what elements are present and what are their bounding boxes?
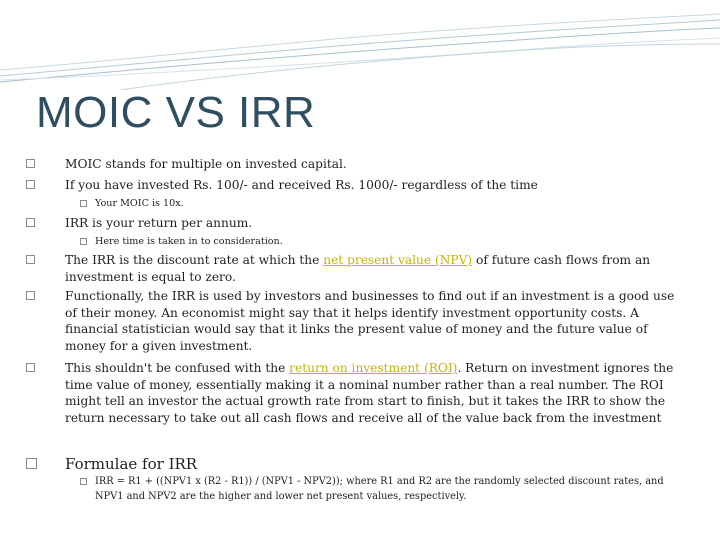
square-bullet-icon: [26, 159, 35, 168]
square-bullet-icon: [26, 180, 35, 189]
bullet-roi: This shouldn't be confused with the return on investment (ROI). Return on investment ignores the time value of money, essentially making it a nominal number rather than a real number. The ROI might tell an investor the actual growth rate from start to finish, but it takes the IRR to show the return necessary to take out all cash flows and receive all of the value back from the investment: [26, 360, 686, 426]
sub-bullet-formula: IRR = R1 + ((NPV1 x (R2 - R1)) / (NPV1 - NPV2)); where R1 and R2 are the randomly selected discount rates, and NPV1 and NPV2 are the higher and lower net present values, respectively.: [80, 475, 680, 504]
square-bullet-icon: [26, 218, 35, 227]
square-bullet-icon: [80, 200, 87, 207]
bullet-moic-example: If you have invested Rs. 100/- and received Rs. 1000/- regardless of the time: [26, 177, 686, 194]
bullet-functionally: Functionally, the IRR is used by investors and businesses to find out if an investment is a good use of their money. An economist might say that it helps identify investment opportunity costs. A financial statistician would say that it links the present value of money and the future value of money for a given investment.: [26, 288, 686, 354]
sub-bullet-moic: Your MOIC is 10x.: [80, 197, 680, 211]
square-bullet-icon: [26, 458, 37, 469]
square-bullet-icon: [26, 363, 35, 372]
npv-link[interactable]: net present value (NPV): [323, 253, 473, 267]
bullet-moic-definition: MOIC stands for multiple on invested capital.: [26, 156, 686, 173]
slide-title: MOIC VS IRR: [36, 88, 316, 137]
bullet-irr-definition: IRR is your return per annum.: [26, 215, 686, 232]
roi-link[interactable]: return on investment (ROI): [289, 361, 458, 375]
bullet-irr-npv: The IRR is the discount rate at which the net present value (NPV) of future cash flows from an investment is equal to zero.: [26, 252, 686, 285]
bullet-formulae-heading: Formulae for IRR: [26, 454, 686, 474]
square-bullet-icon: [80, 478, 87, 485]
square-bullet-icon: [26, 255, 35, 264]
square-bullet-icon: [80, 238, 87, 245]
sub-bullet-irr: Here time is taken in to consideration.: [80, 235, 680, 249]
square-bullet-icon: [26, 291, 35, 300]
